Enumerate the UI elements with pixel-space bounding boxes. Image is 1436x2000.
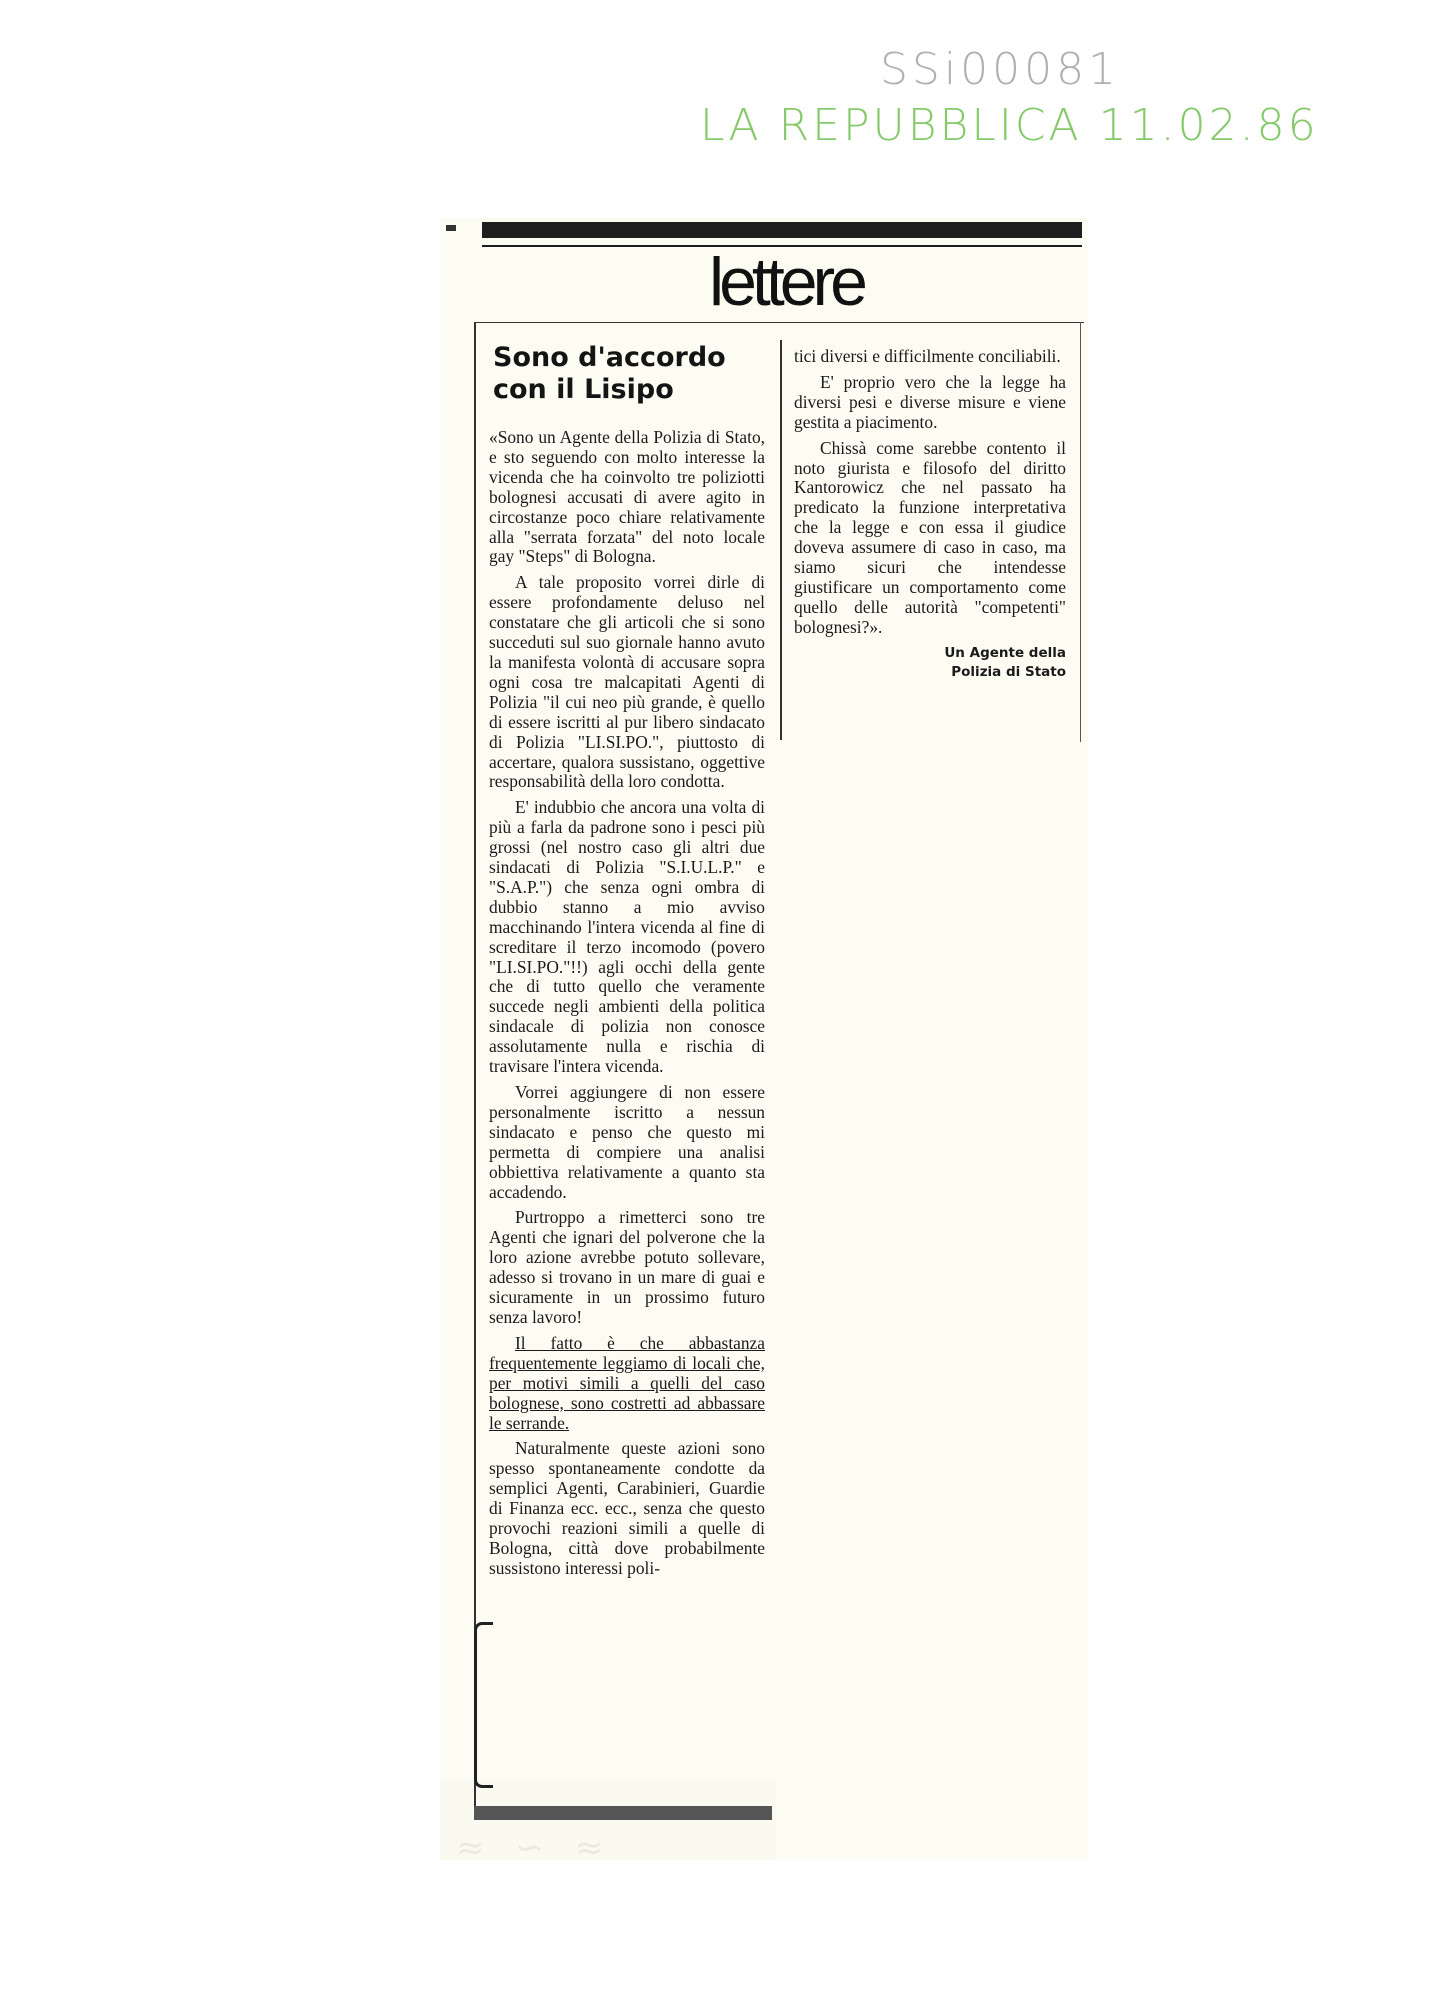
paragraph: Naturalmente queste azioni sono spesso spontaneamente condotte da semplici Agenti, Carabinieri, Guardie di Finanza ecc. ecc., senza che questo provochi reazioni simili a quelle di Bologna, città dove probabilmente sussistono interessi poli- bbox=[489, 1438, 765, 1578]
article-column-2 bbox=[794, 347, 1066, 682]
column-divider bbox=[780, 340, 782, 740]
paragraph: E' indubbio che ancora una volta di più a farla da padrone sono i pesci più grossi (nel nostro caso gli altri due sindacati di Polizia "S.I.U.L.P." e "S.A.P.") che senza ogni ombra di dubbio stanno a mio avviso macchinando l'intera vicenda al fine di screditare il terzo incomodo (povero "LI.SI.PO."!!) agli occhi della gente che di tutto quello che veramente succede negli ambienti della politica sindacale di polizia non conosce assolutamente nulla e rischia di travisare l'intera vicenda. bbox=[489, 797, 765, 1077]
show-through-smudge: ≈ ∽ ≈ bbox=[456, 1828, 614, 1868]
paragraph: «Sono un Agente della Polizia di Stato, e sto seguendo con molto interesse la vicenda che ha coinvolto tre poliziotti bolognesi accusati di avere agito in circostanze poco chiare relativamente alla "serrata forzata" del noto locale gay "Steps" di Bologna. bbox=[489, 427, 765, 567]
source-date-handwritten: LA REPUBBLICA 11.02.86 bbox=[700, 100, 1319, 151]
paragraph: Purtroppo a rimetterci sono tre Agenti che ignari del polverone che la loro azione avrebbe potuto sollevare, adesso si trovano in un mare di guai e sicuramente in un prossimo futuro senza lavoro! bbox=[489, 1207, 765, 1327]
paragraph: A tale proposito vorrei dirle di essere profondamente deluso nel constatare che gli articoli che si sono succeduti sul suo giornale hanno avuto la manifesta volontà di accusare sopra ogni cosa tre malcapitati Agenti di Polizia "il cui neo più grande, è quello di essere iscritti al pur libero sindacato di Polizia "LI.SI.PO.", piuttosto di accertare, qualora sussistano, oggettive responsabilità della loro condotta. bbox=[489, 572, 765, 792]
article-column-1 bbox=[489, 428, 765, 1585]
signature-line: Un Agente della bbox=[944, 644, 1066, 661]
paragraph: Vorrei aggiungere di non essere personalmente iscritto a nessun sindacato e penso che questo mi permetta di compiere una analisi obbiettiva relativamente a quanto sta accadendo. bbox=[489, 1082, 765, 1202]
section-title: lettere bbox=[709, 244, 863, 320]
article-signature bbox=[794, 644, 1066, 682]
paragraph-underlined: Il fatto è che abbastanza frequentemente leggiamo di locali che, per motivi simili a quelli del caso bolognese, sono costretti ad abbassare le serrande. bbox=[489, 1332, 765, 1433]
footer-bar bbox=[474, 1806, 772, 1820]
left-column-rule bbox=[474, 322, 476, 1814]
article-headline: Sono d'accordo con il Lisipo bbox=[493, 342, 726, 405]
paragraph: Chissà come sarebbe contento il noto giurista e filosofo del diritto Kantorowicz che nel passato ha predicato la funzione interpretativa che la legge e con essa il giudice doveva assumere di caso in caso, ma siamo sicuri che intendesse giustificare un comportamento come quello delle autorità "competenti" bolognesi?». bbox=[794, 437, 1066, 637]
column-top-rule bbox=[474, 322, 1084, 323]
signature-line: Polizia di Stato bbox=[951, 663, 1066, 680]
right-column-rule bbox=[1080, 322, 1081, 742]
header-bar bbox=[482, 222, 1082, 238]
paragraph: E' proprio vero che la legge ha diversi pesi e diverse misure e viene gestita a piacimento. bbox=[794, 371, 1066, 432]
edge-marker bbox=[446, 225, 456, 231]
archive-code-handwritten: SSi00081 bbox=[880, 44, 1121, 95]
paragraph: tici diversi e difficilmente conciliabili. bbox=[794, 346, 1061, 366]
margin-bracket-mark bbox=[474, 1622, 493, 1788]
